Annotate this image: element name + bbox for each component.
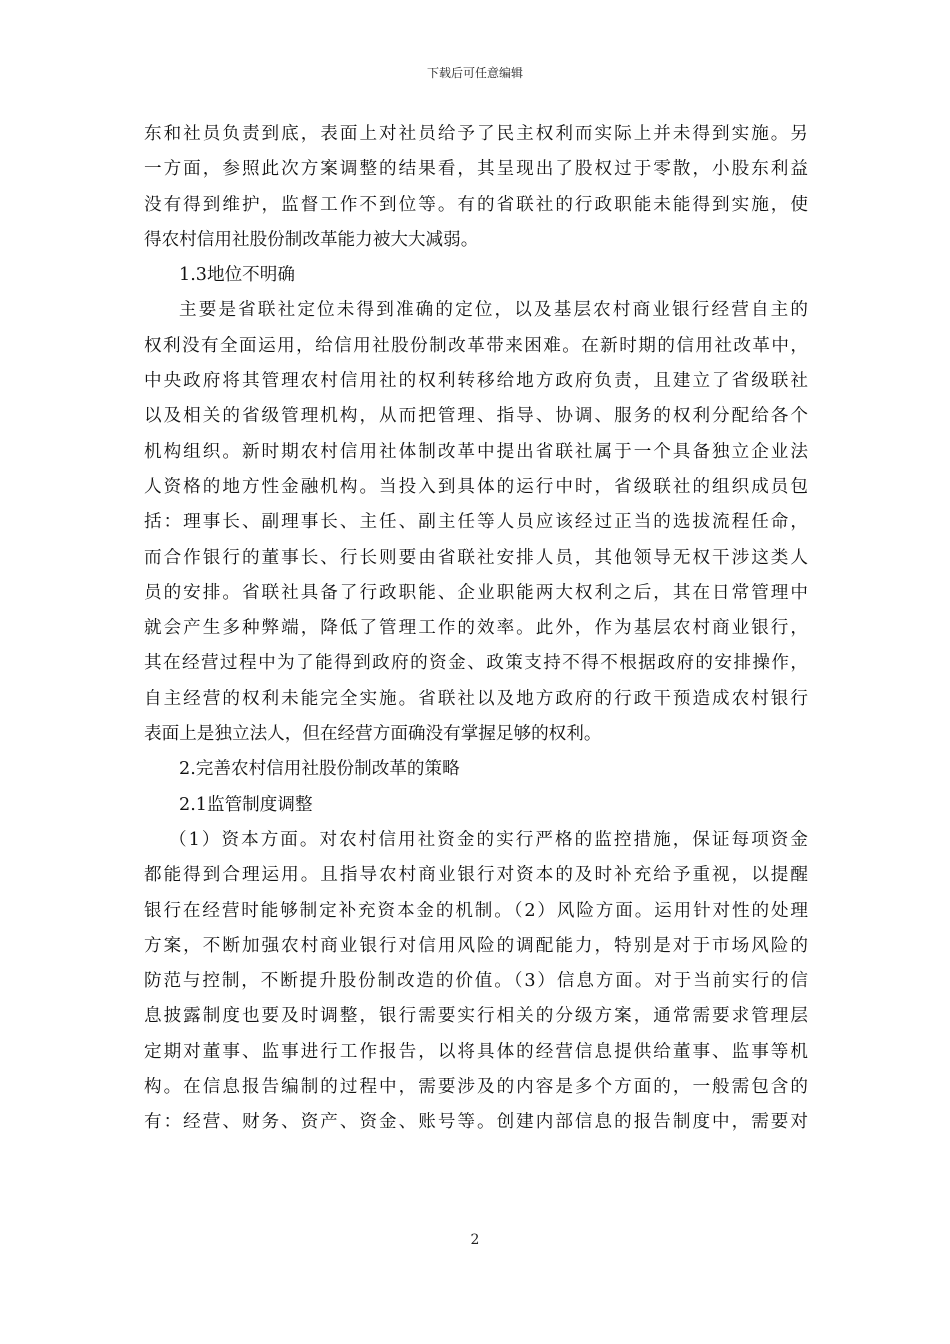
body-line: 定期对董事、监事进行工作报告，以将具体的经营信息提供给董事、监事等机 (144, 1041, 808, 1062)
body-line: 得农村信用社股份制改革能力被大大减弱。 (144, 229, 479, 250)
body-line: 机构组织。新时期农村信用社体制改革中提出省联社属于一个具备独立企业法 (144, 441, 808, 462)
body-line: 员的安排。省联社具备了行政职能、企业职能两大权利之后，其在日常管理中 (144, 582, 808, 603)
body-line: 主要是省联社定位未得到准确的定位，以及基层农村商业银行经营自主的 (179, 300, 808, 321)
body-line: 东和社员负责到底，表面上对社员给予了民主权利而实际上并未得到实施。另 (144, 124, 808, 144)
body-line: 都能得到合理运用。且指导农村商业银行对资本的及时补充给予重视，以提醒 (144, 865, 808, 886)
document-body (144, 117, 808, 1141)
body-line: 括：理事长、副理事长、主任、副主任等人员应该经过正当的选拔流程任命， (144, 512, 808, 533)
body-line: 防范与控制，不断提升股份制改造的价值。（3）信息方面。对于当前实行的信 (144, 971, 808, 992)
section-heading: 2.完善农村信用社股份制改革的策略 (179, 759, 460, 780)
body-line: 其在经营过程中为了能得到政府的资金、政策支持不得不根据政府的安排操作， (144, 653, 808, 674)
body-line: 人资格的地方性金融机构。当投入到具体的运行中时，省级联社的组织成员包 (144, 476, 808, 497)
body-line: 权利没有全面运用，给信用社股份制改革带来困难。在新时期的信用社改革中， (144, 335, 808, 356)
body-line: （1）资本方面。对农村信用社资金的实行严格的监控措施，保证每项资金 (169, 829, 808, 850)
body-line: 息披露制度也要及时调整，银行需要实行相关的分级方案，通常需要求管理层 (144, 1006, 808, 1027)
body-line: 方案，不断加强农村商业银行对信用风险的调配能力，特别是对于市场风险的 (144, 935, 808, 956)
page-header: 下载后可任意编辑 (426, 66, 523, 80)
body-line: 有：经营、财务、资产、资金、账号等。创建内部信息的报告制度中，需要对 (144, 1112, 808, 1133)
body-line: 构。在信息报告编制的过程中，需要涉及的内容是多个方面的，一般需包含的 (144, 1077, 808, 1098)
body-line: 表面上是独立法人，但在经营方面确没有掌握足够的权利。 (144, 724, 602, 745)
subsection-heading: 2.1监管制度调整 (179, 794, 313, 815)
body-line: 以及相关的省级管理机构，从而把管理、指导、协调、服务的权利分配给各个 (144, 406, 808, 427)
page-number: 2 (470, 1232, 480, 1248)
body-line: 自主经营的权利未能完全实施。省联社以及地方政府的行政干预造成农村银行 (144, 688, 808, 709)
body-line: 没有得到维护，监督工作不到位等。有的省联社的行政职能未能得到实施，使 (144, 194, 808, 215)
body-line: 就会产生多种弊端，降低了管理工作的效率。此外，作为基层农村商业银行， (144, 618, 808, 639)
body-line: 而合作银行的董事长、行长则要由省联社安排人员，其他领导无权干涉这类人 (144, 547, 808, 568)
body-line: 中央政府将其管理农村信用社的权利转移给地方政府负责，且建立了省级联社 (144, 371, 808, 392)
section-heading: 1.3地位不明确 (179, 265, 295, 286)
body-line: 一方面，参照此次方案调整的结果看，其呈现出了股权过于零散，小股东利益 (144, 159, 808, 180)
body-line: 银行在经营时能够制定补充资本金的机制。（2）风险方面。运用针对性的处理 (144, 900, 808, 921)
